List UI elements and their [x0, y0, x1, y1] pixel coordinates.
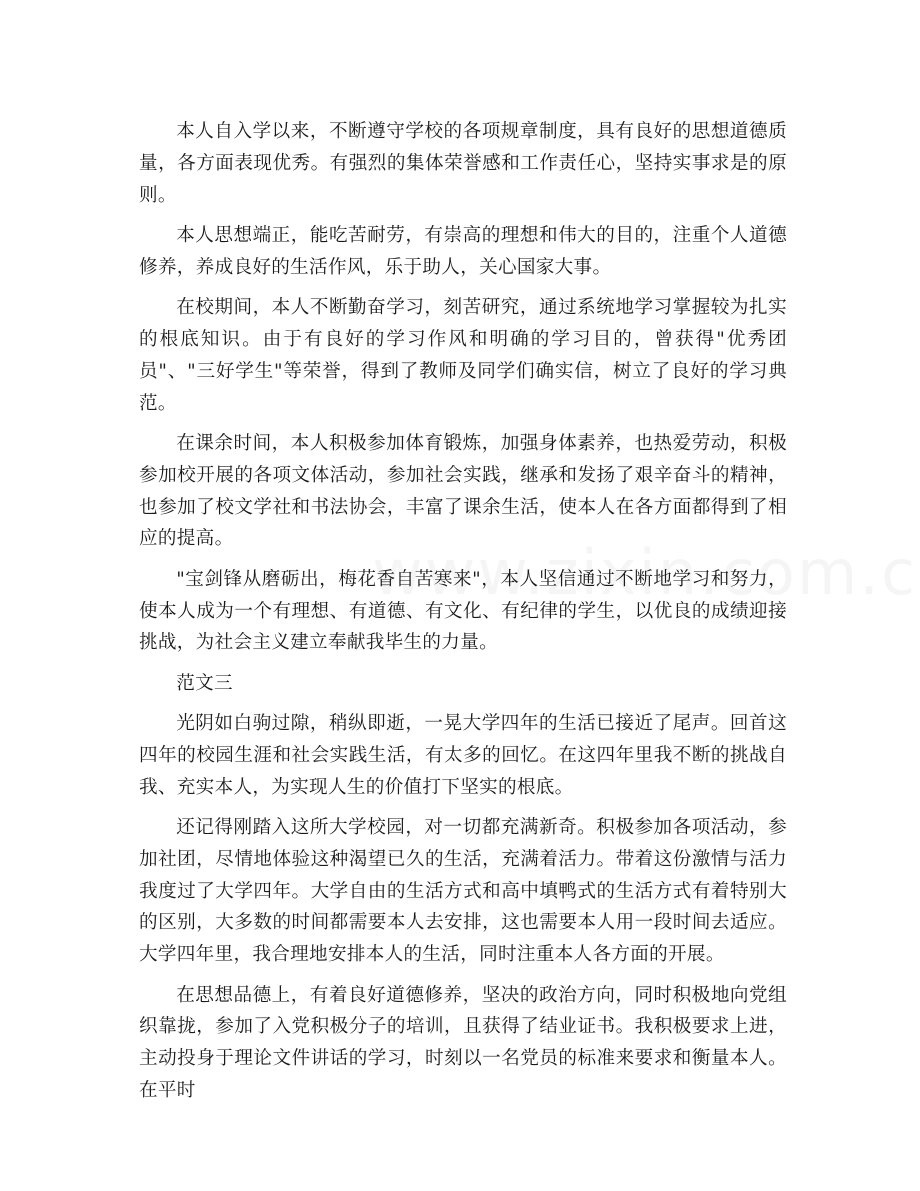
paragraph-4: 在课余时间，本人积极参加体育锻炼，加强身体素养，也热爱劳动，积极参加校开展的各项文体活动，参加社会实践，继承和发扬了艰辛奋斗的精神，也参加了校文学社和书法协会，丰富了课余生活，使本人在各方面都得到了相应的提高。: [139, 432, 787, 550]
paragraph-6: 光阴如白驹过隙，稍纵即逝，一晃大学四年的生活已接近了尾声。回首这四年的校园生涯和社会实践生活，有太多的回忆。在这四年里我不断的挑战自我、充实本人，为实现人生的价值打下坚实的根底。: [139, 713, 787, 798]
paragraph-3: 在校期间，本人不断勤奋学习，刻苦研究，通过系统地学习掌握较为扎实的根底知识。由于有良好的学习作风和明确的学习目的，曾获得"优秀团员"、"三好学生"等荣誉，得到了教师及同学们确实信，树立了良好的学习典范。: [139, 297, 787, 414]
paragraph-7: 还记得刚踏入这所大学校园，对一切都充满新奇。积极参加各项活动，参加社团，尽情地体验这种渴望已久的生活，充满着活力。带着这份激情与活力我度过了大学四年。大学自由的生活方式和高中填鸭式的生活方式有着特别大的区别，大多数的时间都需要本人去安排，这也需要本人用一段时间去适应。大学四年里，我合理地安排本人的生活，同时注重本人各方面的开展。: [139, 817, 787, 966]
section-heading: 范文三: [176, 672, 233, 694]
paragraph-5: "宝剑锋从磨砺出，梅花香自苦寒来"，本人坚信通过不断地学习和努力，使本人成为一个有理想、有道德、有文化、有纪律的学生，以优良的成绩迎接挑战，为社会主义建立奉献我毕生的力量。: [139, 568, 787, 654]
paragraph-1: 本人自入学以来，不断遵守学校的各项规章制度，具有良好的思想道德质量，各方面表现优秀。有强烈的集体荣誉感和工作责任心，坚持实事求是的原则。: [139, 121, 787, 206]
paragraph-8: 在思想品德上，有着良好道德修养，坚决的政治方向，同时积极地向党组织靠拢，参加了入党积极分子的培训，且获得了结业证书。我积极要求上进，主动投身于理论文件讲话的学习，时刻以一名党员的标准来要求和衡量本人。在平时: [139, 984, 787, 1102]
paragraph-2: 本人思想端正，能吃苦耐劳，有崇高的理想和伟大的目的，注重个人道德修养，养成良好的生活作风，乐于助人，关心国家大事。: [139, 224, 787, 278]
document-body: [139, 116, 787, 1115]
